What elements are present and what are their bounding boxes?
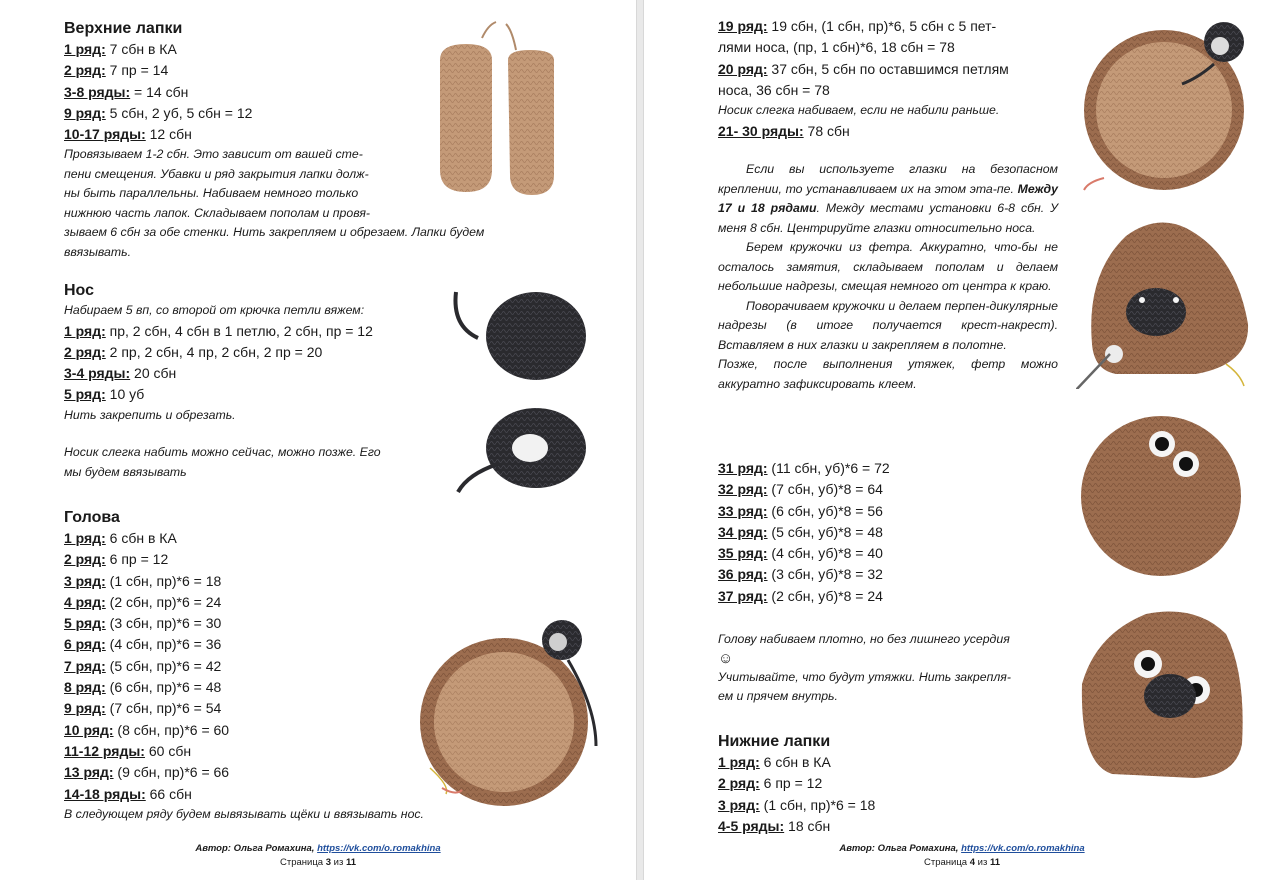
row-value: = 14 сбн <box>130 83 189 100</box>
page-footer <box>644 842 1280 870</box>
row-key: 35 ряд: <box>718 545 768 562</box>
row-key: 4 ряд: <box>64 593 106 610</box>
section-nose <box>64 280 464 482</box>
row-value: (11 сбн, уб)*6 = 72 <box>767 460 890 476</box>
footer-author: Автор: Ольга Ромахина, <box>195 843 318 854</box>
photo-head-finished <box>1076 604 1246 784</box>
row-list <box>718 752 1058 837</box>
row-value: 20 сбн <box>130 365 177 382</box>
pattern-row <box>718 458 1058 479</box>
row-value: 12 сбн <box>145 126 192 143</box>
row-value: 7 пр = 14 <box>105 62 169 79</box>
pattern-row <box>718 543 1058 564</box>
page-3 <box>0 0 636 880</box>
footer-link[interactable]: https://vk.com/o.romakhina <box>961 843 1085 854</box>
row-value: 37 сбн, 5 сбн по оставшимся петлям <box>767 60 1009 77</box>
photo-head-bowl <box>400 618 610 808</box>
row-value: 2 пр, 2 сбн, 4 пр, 2 сбн, 2 пр = 20 <box>105 343 323 360</box>
row-value: (9 сбн, пр)*6 = 66 <box>113 764 230 781</box>
pattern-row <box>64 342 464 363</box>
page-current: 3 <box>325 857 331 868</box>
head-note: В следующем ряду будем вывязывать щёки и ввязывать нос. <box>64 806 424 821</box>
row-value: (3 сбн, пр)*6 = 30 <box>105 615 222 632</box>
row-value: (2 сбн, пр)*6 = 24 <box>105 593 222 610</box>
row-key: 2 ряд: <box>718 775 760 792</box>
row-value: 66 сбн <box>145 785 192 802</box>
row-key: 33 ряд: <box>718 502 768 519</box>
section-title: Голова <box>64 509 120 526</box>
note-line: Провязываем 1-2 сбн. Это зависит от вашей сте- <box>64 147 363 162</box>
row-value: 6 пр = 12 <box>759 775 823 792</box>
note-line: Носик слегка набить можно сейчас, можно позже. Его <box>64 445 381 460</box>
row-list <box>718 458 1058 607</box>
photo-head-eyes <box>1076 410 1246 580</box>
eyes-para-2: Берем кружочки из фетра. Аккуратно, что-бы не осталось замятия, складываем пополам и делаем небольшие надрезы, смещая немного от центра к краю. <box>718 240 1058 293</box>
row-key: 36 ряд: <box>718 566 768 583</box>
pattern-row <box>64 549 584 570</box>
section-eyes <box>718 160 1058 394</box>
row-value: (8 сбн, пр)*6 = 60 <box>113 721 230 738</box>
row-value: 7 сбн в КА <box>105 41 177 57</box>
note-line: ны быть параллельны. Набиваем немного только <box>64 186 359 201</box>
row-value: 60 сбн <box>144 742 192 759</box>
pattern-row <box>718 816 1058 837</box>
row-value: лями носа, (пр, 1 сбн)*6, 18 сбн = 78 <box>718 39 955 56</box>
row-value: 6 сбн в КА <box>759 754 831 770</box>
page-number <box>0 856 636 870</box>
row-value: (3 сбн, уб)*8 = 32 <box>767 566 883 583</box>
page-of: из <box>975 857 990 868</box>
row-value: (7 сбн, пр)*6 = 54 <box>105 700 222 717</box>
pattern-row <box>718 752 1058 773</box>
row-value: 18 сбн <box>784 817 831 834</box>
row-value: (5 сбн, уб)*8 = 48 <box>767 523 883 540</box>
row-key: 8 ряд: <box>64 679 106 696</box>
row-key: 9 ряд: <box>64 700 106 717</box>
section-title: Нос <box>64 282 95 299</box>
pattern-row <box>718 37 1064 58</box>
page-current: 4 <box>969 857 975 868</box>
page-gutter <box>636 0 644 880</box>
row-key: 2 ряд: <box>64 343 106 360</box>
row-value: 19 сбн, (1 сбн, пр)*6, 5 сбн с 5 пет- <box>767 18 997 34</box>
row-key: 5 ряд: <box>64 386 106 403</box>
row-key: 2 ряд: <box>64 62 106 79</box>
eyes-para-1b: Между 17 и 18 рядами <box>718 181 1058 215</box>
pattern-row <box>718 501 1058 522</box>
stuffing-line-2: Учитывайте, что будут утяжки. Нить закрепля- <box>718 669 1011 684</box>
page-number <box>644 856 1280 870</box>
photo-nose-front <box>448 286 598 386</box>
note-line: ввязывать. <box>64 244 132 259</box>
row-key: 3 ряд: <box>718 796 760 813</box>
page-total: 11 <box>989 857 1000 868</box>
pattern-row <box>64 592 584 613</box>
row-value: пр, 2 сбн, 4 сбн в 1 петлю, 2 сбн, пр = 12 <box>105 322 373 339</box>
row-key: 32 ряд: <box>718 481 768 498</box>
row-value: (4 сбн, пр)*6 = 36 <box>105 636 222 653</box>
row-value: 6 сбн в КА <box>105 530 177 546</box>
row-value: (4 сбн, уб)*8 = 40 <box>767 545 883 562</box>
section-lower-paws <box>718 731 1058 837</box>
row-key: 4-5 ряды: <box>718 817 785 834</box>
photo-head-eye-install <box>1076 214 1256 389</box>
section-stuffing <box>718 630 1068 707</box>
row-key: 1 ряд: <box>64 322 106 339</box>
section-decreases <box>718 458 1058 607</box>
pattern-row <box>718 564 1058 585</box>
row-value: (6 сбн, уб)*8 = 56 <box>767 502 883 519</box>
row-value: (7 сбн, уб)*8 = 64 <box>767 481 883 498</box>
eyes-para-4: Позже, после выполнения утяжек, фетр можно аккуратно зафиксировать клеем. <box>718 357 1058 391</box>
row-key: 21- 30 ряды: <box>718 122 804 139</box>
page-of: из <box>331 857 346 868</box>
row-value: 78 сбн <box>803 122 850 139</box>
pattern-row <box>718 586 1058 607</box>
photo-head-inside <box>1064 18 1264 198</box>
note-line: зываем 6 сбн за обе стенки. Нить закрепляем и обрезаем. Лапки будем <box>64 225 485 240</box>
stuffing-line-1: Голову набиваем плотно, но без лишнего усердия <box>718 632 1010 646</box>
nose-note: Нить закрепить и обрезать. <box>64 407 236 422</box>
pattern-row <box>718 479 1058 500</box>
pattern-row <box>64 384 464 405</box>
row-value: носа, 36 сбн = 78 <box>718 81 830 98</box>
nose-stuff-note: Носик слегка набиваем, если не набили раньше. <box>718 103 1000 118</box>
pattern-row <box>718 59 1064 80</box>
row-key: 1 ряд: <box>64 530 106 546</box>
eyes-para-1c: . Между местами установки 6-8 сбн. У меня 8 сбн. Центрируйте глазки относительно носа. <box>718 201 1058 235</box>
row-21 <box>718 121 1064 142</box>
row-key: 19 ряд: <box>718 18 768 34</box>
row-key: 6 ряд: <box>64 636 106 653</box>
row-key: 9 ряд: <box>64 104 106 121</box>
pattern-row <box>64 363 464 384</box>
row-key: 2 ряд: <box>64 551 106 568</box>
section-title: Нижние лапки <box>718 733 831 750</box>
row-key: 13 ряд: <box>64 764 114 781</box>
row-key: 20 ряд: <box>718 60 768 77</box>
row-key: 14-18 ряды: <box>64 785 146 802</box>
pattern-row <box>64 321 464 342</box>
row-key: 7 ряд: <box>64 657 106 674</box>
page-4 <box>644 0 1280 880</box>
footer-author: Автор: Ольга Ромахина, <box>839 843 962 854</box>
nose-note-2 <box>64 443 464 482</box>
photo-nose-back <box>448 404 598 496</box>
pattern-row <box>718 80 1064 101</box>
eyes-para-3: Поворачиваем кружочки и делаем перпен-дикулярные надрезы (в итоге получается крест-накрест). Вставляем в них глазки и закрепляем в полотне. <box>718 298 1058 352</box>
section-title: Верхние лапки <box>64 20 183 37</box>
footer-link[interactable]: https://vk.com/o.romakhina <box>317 843 441 854</box>
row-key: 37 ряд: <box>718 587 768 604</box>
pattern-row <box>64 571 584 592</box>
page-total: 11 <box>345 857 356 868</box>
row-key: 34 ряд: <box>718 523 768 540</box>
eyes-para-1a: Если вы используете глазки на безопасном креплении, то устанавливаем их на этом эта-пе. <box>718 162 1058 196</box>
row-key: 31 ряд: <box>718 460 768 476</box>
note-line: нижнюю часть лапок. Складываем пополам и провя- <box>64 205 371 220</box>
pattern-row <box>64 528 584 549</box>
pattern-row <box>718 16 1064 37</box>
row-key: 10 ряд: <box>64 721 114 738</box>
row-key: 5 ряд: <box>64 615 106 632</box>
section-head-cont <box>718 16 1064 142</box>
row-key: 1 ряд: <box>64 41 106 57</box>
row-list <box>64 321 464 406</box>
row-value: (1 сбн, пр)*6 = 18 <box>105 572 222 589</box>
row-key: 11-12 ряды: <box>64 742 145 759</box>
pattern-row <box>718 522 1058 543</box>
row-value: 10 уб <box>105 386 145 403</box>
row-value: (6 сбн, пр)*6 = 48 <box>105 679 222 696</box>
row-key: 10-17 ряды: <box>64 126 146 143</box>
row-value: 5 сбн, 2 уб, 5 сбн = 12 <box>105 104 253 121</box>
note-line: мы будем ввязывать <box>64 464 187 479</box>
row-value: 6 пр = 12 <box>105 551 169 568</box>
row-key: 1 ряд: <box>718 754 760 770</box>
row-value: (1 сбн, пр)*6 = 18 <box>759 796 876 813</box>
row-key: 3 ряд: <box>64 572 106 589</box>
page-prefix: Страница <box>924 857 970 868</box>
smiley-icon: ☺ <box>718 649 734 667</box>
row-list <box>718 16 1064 101</box>
row-key: 3-8 ряды: <box>64 83 131 100</box>
nose-intro: Набираем 5 вп, со второй от крючка петли вяжем: <box>64 303 365 317</box>
stuffing-line-3: ем и прячем внутрь. <box>718 689 838 703</box>
pattern-row <box>718 795 1058 816</box>
row-value: (5 сбн, пр)*6 = 42 <box>105 657 222 674</box>
row-key: 3-4 ряды: <box>64 365 131 382</box>
page-prefix: Страница <box>280 857 326 868</box>
page-footer <box>0 842 636 870</box>
photo-upper-paws <box>430 20 570 200</box>
pattern-row <box>718 773 1058 794</box>
row-value: (2 сбн, уб)*8 = 24 <box>767 587 883 604</box>
eyes-para-1 <box>718 160 1058 238</box>
note-line: пени смещения. Убавки и ряд закрытия лапки долж- <box>64 166 369 181</box>
